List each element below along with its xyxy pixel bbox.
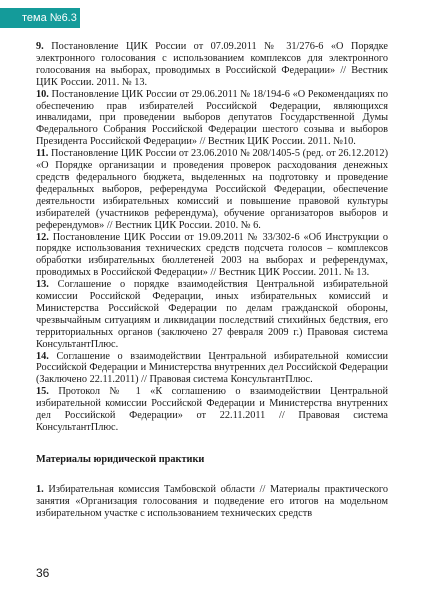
document-body xyxy=(36,41,388,520)
list-item xyxy=(36,148,388,231)
page-number: 36 xyxy=(36,566,50,580)
item-number: 14. xyxy=(36,350,49,362)
item-text: Соглашение о взаимодействии Центральной избирательной комиссии Российской Федерации и Министерства внутренних дел Российской Федерации (Заключено 22.11.2011) // Правовая система КонсультантПлюс. xyxy=(36,350,388,386)
topic-tag: тема №6.3 xyxy=(0,8,80,28)
item-text: Постановление ЦИК России от 29.06.2011 № 18/194-6 «О Рекомендациях по обеспечению прав избирателей Российской Федерации, являющихся инвалидами, при проведении выборов депутатов Государственной Думы Федерального Собрания Российской Федерации шестого созыва и выборов Президента Российской Федерации» // Вестник ЦИК России. 2011. №10. xyxy=(36,88,388,148)
item-number: 9. xyxy=(36,41,44,52)
item-text: Постановление ЦИК России от 07.09.2011 № 31/276-6 «О Порядке электронного голосования с использованием комплексов для электронного голосования на выборах, проводимых в Российской Федерации» // Вестник ЦИК России. 2011. № 13. xyxy=(36,41,388,88)
item-number: 13. xyxy=(36,279,49,291)
item-number: 10. xyxy=(36,88,49,100)
list-item xyxy=(36,232,388,280)
list-item xyxy=(36,89,388,149)
item-text: Протокол № 1 «К соглашению о взаимодействии Центральной избирательной комиссии Российской Федерации и Министерства внутренних дел Российской Федерации» от 22.11.2011 // Правовая система КонсультантПлюс. xyxy=(36,386,389,433)
section-title: Материалы юридической практики xyxy=(36,453,205,465)
item-text: Соглашение о порядке взаимодействия Центральной избирательной комиссии Российской Федерации, иных избирательных комиссий и Министерства Российской Федерации по делам гражданской обороны, чрезвычайным ситуациям и ликвидации последствий стихийных бедствия, его территориальных органов (заключено 27 февраля 2009 г.) Правовая система КонсультантПлюс. xyxy=(36,279,388,350)
list-item xyxy=(36,279,388,350)
item-text: Постановление ЦИК России от 23.06.2010 № 208/1405-5 (ред. от 26.12.2012) «О Порядке организации и проведения проверок расходования денежных средств федерального бюджета, выделенных на подготовку и проведение федеральных выборов, референдума Российской Федерации, обеспечение деятельности избирательных комиссий и повышение правовой культуры избирателей (участников референдума), обучение организаторов выборов и референдумов» // Вестник ЦИК России. 2010. № 6. xyxy=(36,148,388,231)
list-item xyxy=(36,41,388,89)
list-item xyxy=(36,386,388,434)
item-number: 11. xyxy=(36,148,49,160)
item-text: Избирательная комиссия Тамбовской области // Материалы практического занятия «Организация голосования и подведение его итогов на модельном избирательном участке с использованием технических средств xyxy=(36,483,388,519)
practice-list xyxy=(36,484,388,520)
item-number: 1. xyxy=(36,483,44,495)
list-item xyxy=(36,351,388,387)
item-text: Постановление ЦИК России от 19.09.2011 № 33/302-6 «Об Инструкции о порядке использования технических средств подсчета голосов – комплексов обработки избирательных бюллетеней 2003 на выборах и референдумах, проводимых в Российской Федерации» // Вестник ЦИК России. 2011. № 13. xyxy=(36,231,388,279)
item-number: 12. xyxy=(36,231,49,243)
item-number: 15. xyxy=(36,386,49,398)
references-list xyxy=(36,41,388,434)
list-item xyxy=(36,484,388,520)
